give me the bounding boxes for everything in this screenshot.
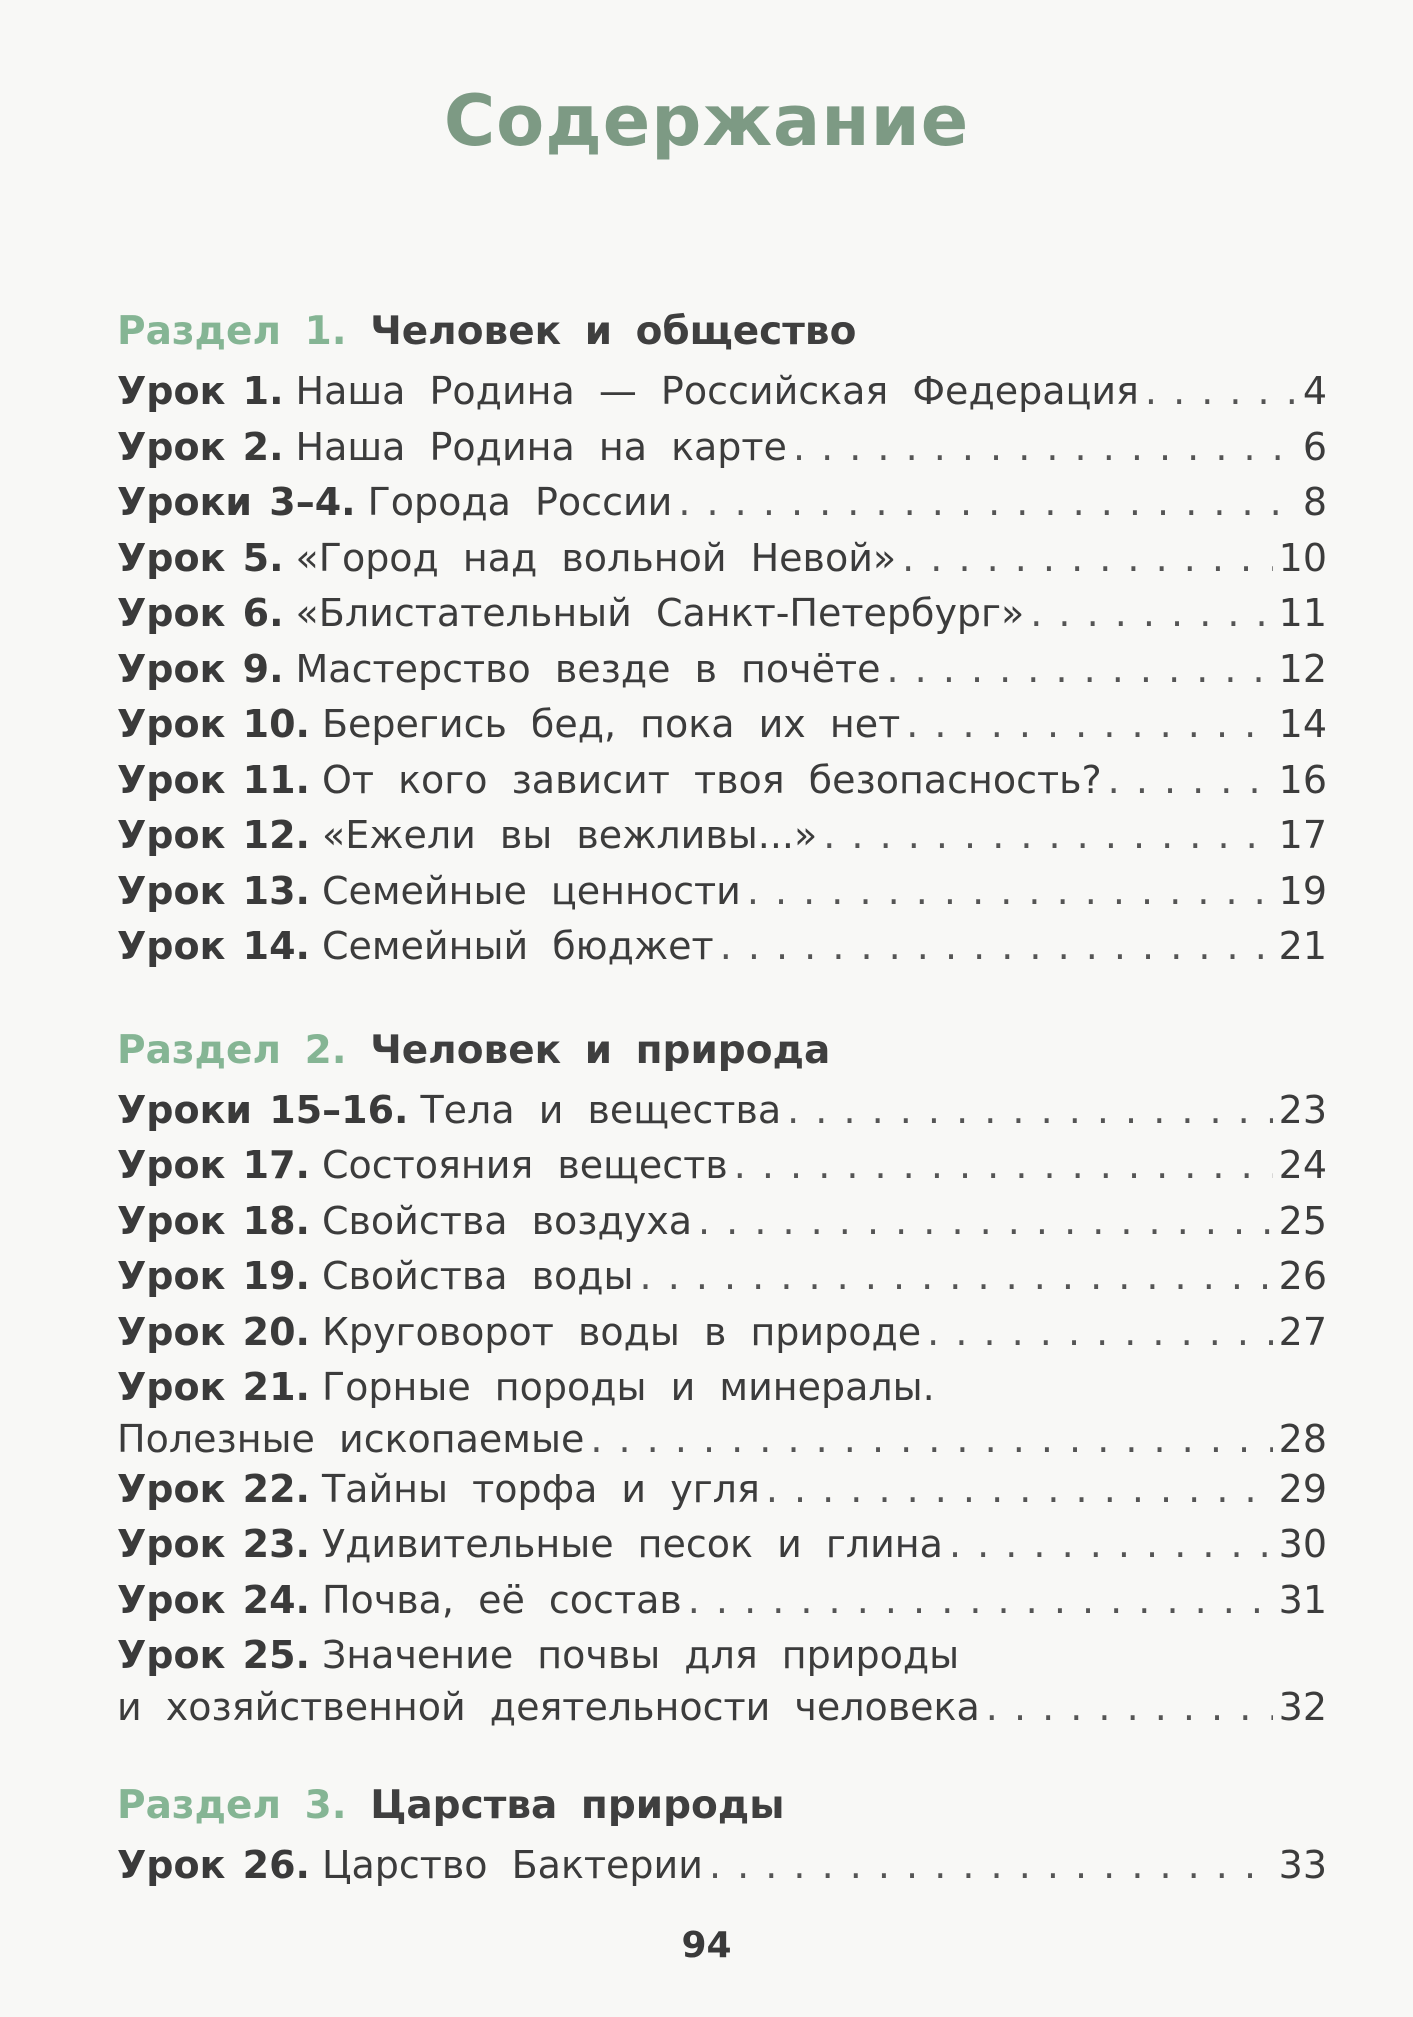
toc-entry — [117, 1083, 1327, 1139]
section-heading — [117, 1774, 1327, 1838]
toc-entry — [117, 475, 1327, 531]
toc-entry — [117, 1305, 1327, 1361]
entry-title: Состояния веществ — [321, 1143, 728, 1187]
toc-entry — [117, 1628, 1327, 1730]
entry-title: «Город над вольной Невой» — [295, 535, 897, 580]
entry-title: «Блистательный Санкт-Петербург» — [295, 591, 1025, 635]
dot-leader — [709, 1838, 1273, 1894]
dot-leader — [720, 919, 1273, 975]
entry-first-line — [117, 1360, 1327, 1416]
dot-leader — [734, 1138, 1273, 1194]
dot-leader — [902, 531, 1273, 587]
entry-title: Удивительные песок и глина — [321, 1522, 943, 1566]
toc-entry — [117, 1573, 1327, 1629]
entry-title: Тела и вещества — [420, 1087, 782, 1132]
entry-page-number: 6 — [1302, 424, 1327, 469]
entry-title: Свойства воды — [321, 1254, 634, 1298]
entry-title: Семейные ценности — [321, 868, 741, 913]
lesson-label: Уроки 3–4. — [117, 480, 356, 524]
lesson-label: Урок 2. — [117, 424, 284, 469]
dot-leader — [927, 1305, 1272, 1361]
lesson-label: Урок 21. — [117, 1365, 310, 1409]
section-name: Человек и природа — [370, 1027, 831, 1073]
section-number: Раздел 2. — [117, 1027, 347, 1073]
lesson-label: Урок 9. — [117, 646, 284, 691]
section-name: Человек и общество — [370, 309, 857, 354]
entry-title: Города России — [367, 480, 673, 524]
lesson-label: Уроки 15–16. — [117, 1087, 409, 1132]
entry-page-number: 32 — [1278, 1684, 1327, 1729]
lesson-label: Урок 20. — [117, 1309, 310, 1354]
lesson-label: Урок 22. — [117, 1466, 310, 1511]
lesson-label: Урок 25. — [117, 1633, 310, 1677]
entry-title: Семейный бюджет — [321, 924, 714, 968]
dot-leader — [986, 1684, 1273, 1730]
toc-entry — [117, 919, 1327, 975]
dot-leader — [1145, 364, 1297, 420]
toc-entry — [117, 642, 1327, 698]
lesson-label: Урок 6. — [117, 591, 284, 635]
toc-section — [117, 1019, 1327, 1730]
entry-page-number: 23 — [1278, 1087, 1327, 1132]
section-name: Царства природы — [370, 1782, 785, 1828]
lesson-label: Урок 10. — [117, 702, 310, 746]
entry-page-number: 26 — [1278, 1254, 1327, 1298]
dot-leader — [793, 420, 1297, 476]
entry-page-number: 24 — [1278, 1143, 1327, 1187]
entry-title-continued: и хозяйственной деятельности человека — [117, 1684, 980, 1729]
section-number: Раздел 1. — [117, 309, 347, 354]
dot-leader — [640, 1249, 1273, 1305]
toc-entry — [117, 1462, 1327, 1518]
entry-page-number: 17 — [1278, 813, 1327, 857]
entry-page-number: 10 — [1278, 535, 1327, 580]
entry-page-number: 4 — [1302, 369, 1327, 413]
section-number: Раздел 3. — [117, 1782, 347, 1828]
toc-section — [117, 1774, 1327, 1894]
toc-entry — [117, 1838, 1327, 1894]
toc-entry — [117, 1360, 1327, 1462]
entry-title: Наша Родина — Российская Федерация — [295, 369, 1139, 413]
dot-leader — [766, 1462, 1273, 1518]
dot-leader — [698, 1194, 1273, 1250]
entry-page-number: 14 — [1278, 702, 1327, 746]
toc-entry — [117, 808, 1327, 864]
entry-page-number: 25 — [1278, 1198, 1327, 1243]
toc-entry — [117, 420, 1327, 476]
entry-page-number: 12 — [1278, 646, 1327, 691]
dot-leader — [823, 808, 1272, 864]
lesson-label: Урок 12. — [117, 813, 310, 857]
toc-entry — [117, 697, 1327, 753]
toc-entry — [117, 586, 1327, 642]
entry-title: «Ежели вы вежливы...» — [321, 813, 818, 857]
section-heading — [117, 300, 1327, 364]
entry-title-continued: Полезные ископаемые — [117, 1416, 585, 1461]
entry-page-number: 29 — [1278, 1466, 1327, 1511]
entry-second-line — [117, 1684, 1327, 1730]
dot-leader — [787, 1083, 1273, 1139]
toc-entry — [117, 364, 1327, 420]
lesson-label: Урок 1. — [117, 369, 284, 413]
entry-second-line — [117, 1416, 1327, 1462]
entry-title: Наша Родина на карте — [295, 424, 787, 469]
entry-page-number: 27 — [1278, 1309, 1327, 1354]
toc-entry — [117, 1194, 1327, 1250]
lesson-label: Урок 17. — [117, 1143, 310, 1187]
dot-leader — [1030, 586, 1272, 642]
entry-page-number: 19 — [1278, 868, 1327, 913]
dot-leader — [949, 1517, 1273, 1573]
lesson-label: Урок 18. — [117, 1198, 310, 1243]
entry-title: Берегись бед, пока их нет — [321, 702, 901, 746]
lesson-label: Урок 24. — [117, 1577, 310, 1622]
dot-leader — [678, 475, 1296, 531]
entry-page-number: 11 — [1278, 591, 1327, 635]
toc-entry — [117, 864, 1327, 920]
lesson-label: Урок 14. — [117, 924, 310, 968]
lesson-label: Урок 5. — [117, 535, 284, 580]
entry-page-number: 16 — [1278, 757, 1327, 802]
dot-leader — [590, 1416, 1272, 1462]
page-title: Содержание — [443, 80, 970, 162]
toc-section — [117, 300, 1327, 975]
dot-leader — [906, 697, 1272, 753]
lesson-label: Урок 11. — [117, 757, 310, 802]
table-of-contents — [117, 300, 1327, 1937]
entry-page-number: 21 — [1278, 924, 1327, 968]
entry-title: Значение почвы для природы — [321, 1633, 960, 1677]
entry-page-number: 31 — [1278, 1577, 1327, 1622]
entry-title: Почва, её состав — [321, 1577, 682, 1622]
entry-first-line — [117, 1628, 1327, 1684]
lesson-label: Урок 19. — [117, 1254, 310, 1298]
entry-title: Мастерство везде в почёте — [295, 646, 881, 691]
entry-page-number: 30 — [1278, 1522, 1327, 1566]
entry-title: Тайны торфа и угля — [321, 1466, 760, 1511]
entry-title: Царство Бактерии — [321, 1842, 703, 1887]
lesson-label: Урок 26. — [117, 1842, 310, 1887]
entry-title: Свойства воздуха — [321, 1198, 693, 1243]
dot-leader — [1108, 753, 1273, 809]
lesson-label: Урок 13. — [117, 868, 310, 913]
toc-entry — [117, 1138, 1327, 1194]
toc-entry — [117, 531, 1327, 587]
toc-entry — [117, 753, 1327, 809]
entry-title: От кого зависит твоя безопасность? — [321, 757, 1102, 802]
entry-page-number: 28 — [1278, 1416, 1327, 1461]
lesson-label: Урок 23. — [117, 1522, 310, 1566]
toc-entry — [117, 1249, 1327, 1305]
dot-leader — [688, 1573, 1273, 1629]
entry-page-number: 33 — [1278, 1842, 1327, 1887]
entry-title: Круговорот воды в природе — [321, 1309, 922, 1354]
entry-page-number: 8 — [1302, 480, 1327, 524]
dot-leader — [747, 864, 1273, 920]
dot-leader — [887, 642, 1273, 698]
toc-entry — [117, 1517, 1327, 1573]
entry-title: Горные породы и минералы. — [321, 1365, 935, 1409]
page-number: 94 — [681, 1925, 732, 1966]
section-heading — [117, 1019, 1327, 1083]
